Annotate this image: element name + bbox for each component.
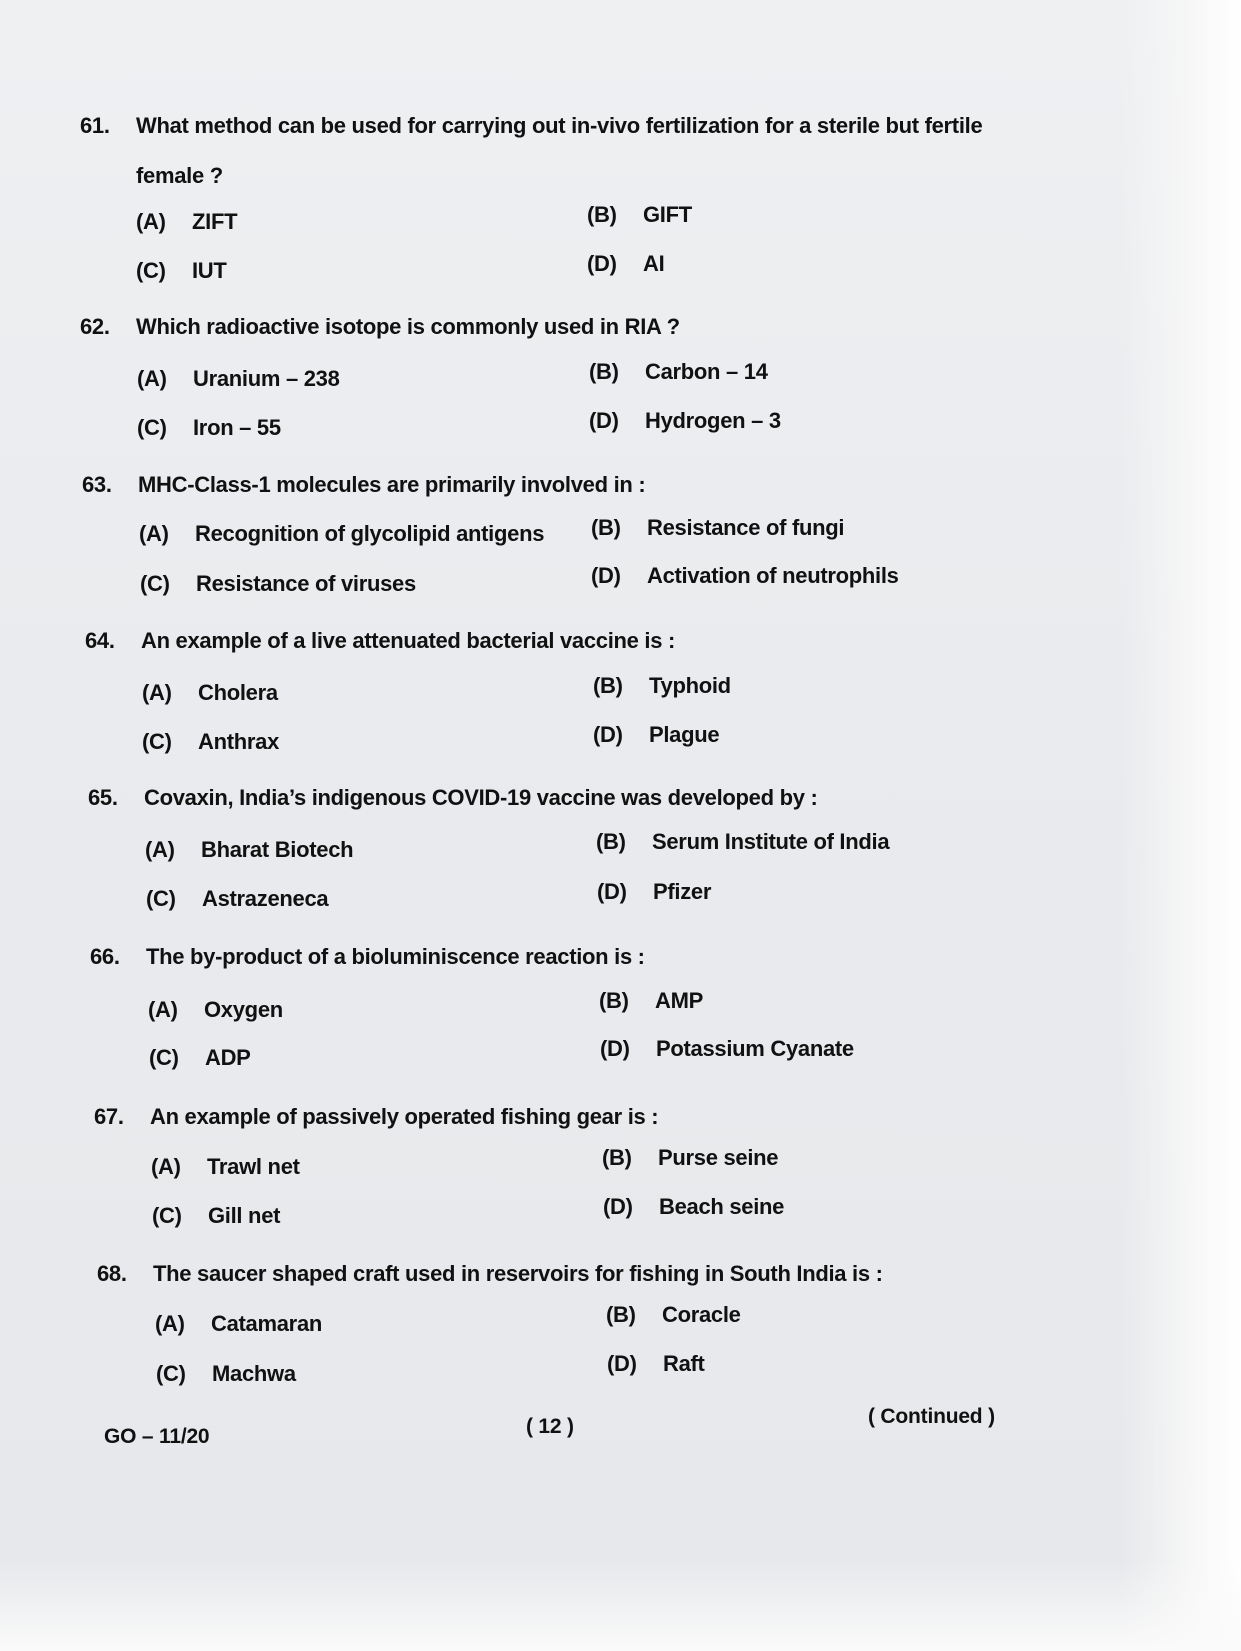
option-text: Hydrogen – 3 [645, 408, 781, 433]
option-text: AMP [655, 988, 703, 1013]
option-a [137, 366, 340, 392]
option-d [593, 722, 719, 748]
option-text: Typhoid [649, 673, 731, 698]
option-label: (A) [151, 1154, 181, 1179]
option-label: (D) [587, 251, 617, 276]
option-label: (C) [142, 729, 172, 754]
option-a [136, 209, 237, 235]
option-label: (D) [589, 408, 619, 433]
option-label: (B) [596, 829, 626, 854]
option-text: Recognition of glycolipid antigens [195, 521, 545, 546]
option-c [152, 1203, 280, 1229]
option-a [151, 1154, 300, 1180]
option-text: ADP [205, 1045, 251, 1070]
option-a [155, 1311, 322, 1337]
question-62 [80, 314, 1080, 340]
option-text: Anthrax [198, 729, 280, 754]
option-label: (C) [156, 1361, 186, 1386]
option-text: Beach seine [659, 1194, 785, 1219]
question-63 [82, 472, 1082, 498]
option-text: Plague [649, 722, 720, 747]
question-64 [85, 628, 1085, 654]
option-text: Uranium – 238 [193, 366, 340, 391]
option-label: (B) [587, 202, 617, 227]
question-text-continued: female ? [136, 163, 223, 188]
option-label: (B) [599, 988, 629, 1013]
option-text: Activation of neutrophils [647, 563, 899, 588]
option-c [142, 729, 279, 755]
option-text: AI [643, 251, 665, 276]
option-label: (A) [136, 209, 166, 234]
option-c [149, 1045, 251, 1071]
option-d [591, 563, 899, 589]
question-number: 64. [85, 628, 115, 653]
option-b [596, 829, 889, 855]
option-text: Pfizer [653, 879, 712, 904]
option-label: (C) [136, 258, 166, 283]
option-label: (B) [602, 1145, 632, 1170]
option-b [606, 1302, 741, 1328]
option-text: Catamaran [211, 1311, 323, 1336]
option-label: (A) [145, 837, 175, 862]
option-label: (D) [593, 722, 623, 747]
option-label: (D) [607, 1351, 637, 1376]
option-c [137, 415, 281, 441]
question-text: Covaxin, India’s indigenous COVID-19 vaccine was developed by : [144, 785, 818, 810]
paper-code: GO – 11/20 [104, 1425, 210, 1448]
option-label: (A) [148, 997, 178, 1022]
option-text: Gill net [208, 1203, 281, 1228]
paper-edge [1121, 0, 1241, 1651]
option-label: (A) [139, 521, 169, 546]
option-text: Potassium Cyanate [656, 1036, 854, 1061]
option-c [136, 258, 227, 284]
option-b [602, 1145, 778, 1171]
option-d [607, 1351, 705, 1377]
option-label: (B) [606, 1302, 636, 1327]
option-a [142, 680, 278, 706]
option-text: Coracle [662, 1302, 741, 1327]
option-text: Carbon – 14 [645, 359, 768, 384]
question-number: 68. [97, 1261, 127, 1286]
option-label: (A) [137, 366, 167, 391]
option-d [597, 879, 711, 905]
option-label: (B) [589, 359, 619, 384]
option-text: Purse seine [658, 1145, 779, 1170]
option-d [587, 251, 664, 277]
continued-label: ( Continued ) [868, 1405, 995, 1428]
option-text: Oxygen [204, 997, 283, 1022]
question-text: The by-product of a bioluminiscence reaction is : [146, 944, 645, 969]
option-text: ZIFT [192, 209, 238, 234]
option-text: Bharat Biotech [201, 837, 354, 862]
option-label: (C) [137, 415, 167, 440]
option-text: Serum Institute of India [652, 829, 890, 854]
question-number: 67. [94, 1104, 124, 1129]
question-number: 62. [80, 314, 110, 339]
option-label: (B) [591, 515, 621, 540]
option-label: (B) [593, 673, 623, 698]
option-text: Resistance of fungi [647, 515, 845, 540]
option-a [139, 521, 544, 547]
question-66 [90, 944, 1090, 970]
option-b [587, 202, 692, 228]
page-number: ( 12 ) [526, 1415, 574, 1438]
option-b [593, 673, 731, 699]
option-a [148, 997, 283, 1023]
paper-bottom-edge [0, 1561, 1241, 1651]
question-number: 66. [90, 944, 120, 969]
question-68 [97, 1261, 1097, 1287]
option-text: Resistance of viruses [196, 571, 416, 596]
option-label: (D) [591, 563, 621, 588]
option-text: Iron – 55 [193, 415, 281, 440]
option-text: Astrazeneca [202, 886, 329, 911]
question-text: An example of a live attenuated bacterial vaccine is : [141, 628, 676, 653]
option-c [146, 886, 328, 912]
question-67 [94, 1104, 1094, 1130]
question-number: 65. [88, 785, 118, 810]
option-label: (A) [155, 1311, 185, 1336]
option-c [140, 571, 416, 597]
option-label: (D) [603, 1194, 633, 1219]
question-65 [88, 785, 1088, 811]
option-label: (C) [146, 886, 176, 911]
question-number: 63. [82, 472, 112, 497]
question-text: What method can be used for carrying out in-vivo fertilization for a sterile but fertile [136, 113, 983, 138]
option-text: IUT [192, 258, 227, 283]
option-label: (C) [140, 571, 170, 596]
question-text: MHC-Class-1 molecules are primarily involved in : [138, 472, 646, 497]
option-d [600, 1036, 854, 1062]
question-text: An example of passively operated fishing gear is : [150, 1104, 659, 1129]
option-text: GIFT [643, 202, 692, 227]
option-d [603, 1194, 784, 1220]
option-c [156, 1361, 296, 1387]
question-61 [80, 113, 1080, 189]
question-text: The saucer shaped craft used in reservoirs for fishing in South India is : [153, 1261, 883, 1286]
question-number: 61. [80, 113, 110, 138]
option-d [589, 408, 781, 434]
option-text: Cholera [198, 680, 278, 705]
option-label: (C) [149, 1045, 179, 1070]
option-label: (A) [142, 680, 172, 705]
option-label: (D) [597, 879, 627, 904]
option-a [145, 837, 353, 863]
option-b [599, 988, 703, 1014]
option-text: Machwa [212, 1361, 296, 1386]
option-text: Raft [663, 1351, 705, 1376]
option-b [591, 515, 844, 541]
option-b [589, 359, 768, 385]
option-text: Trawl net [207, 1154, 300, 1179]
option-label: (C) [152, 1203, 182, 1228]
question-text: Which radioactive isotope is commonly used in RIA ? [136, 314, 680, 339]
option-label: (D) [600, 1036, 630, 1061]
